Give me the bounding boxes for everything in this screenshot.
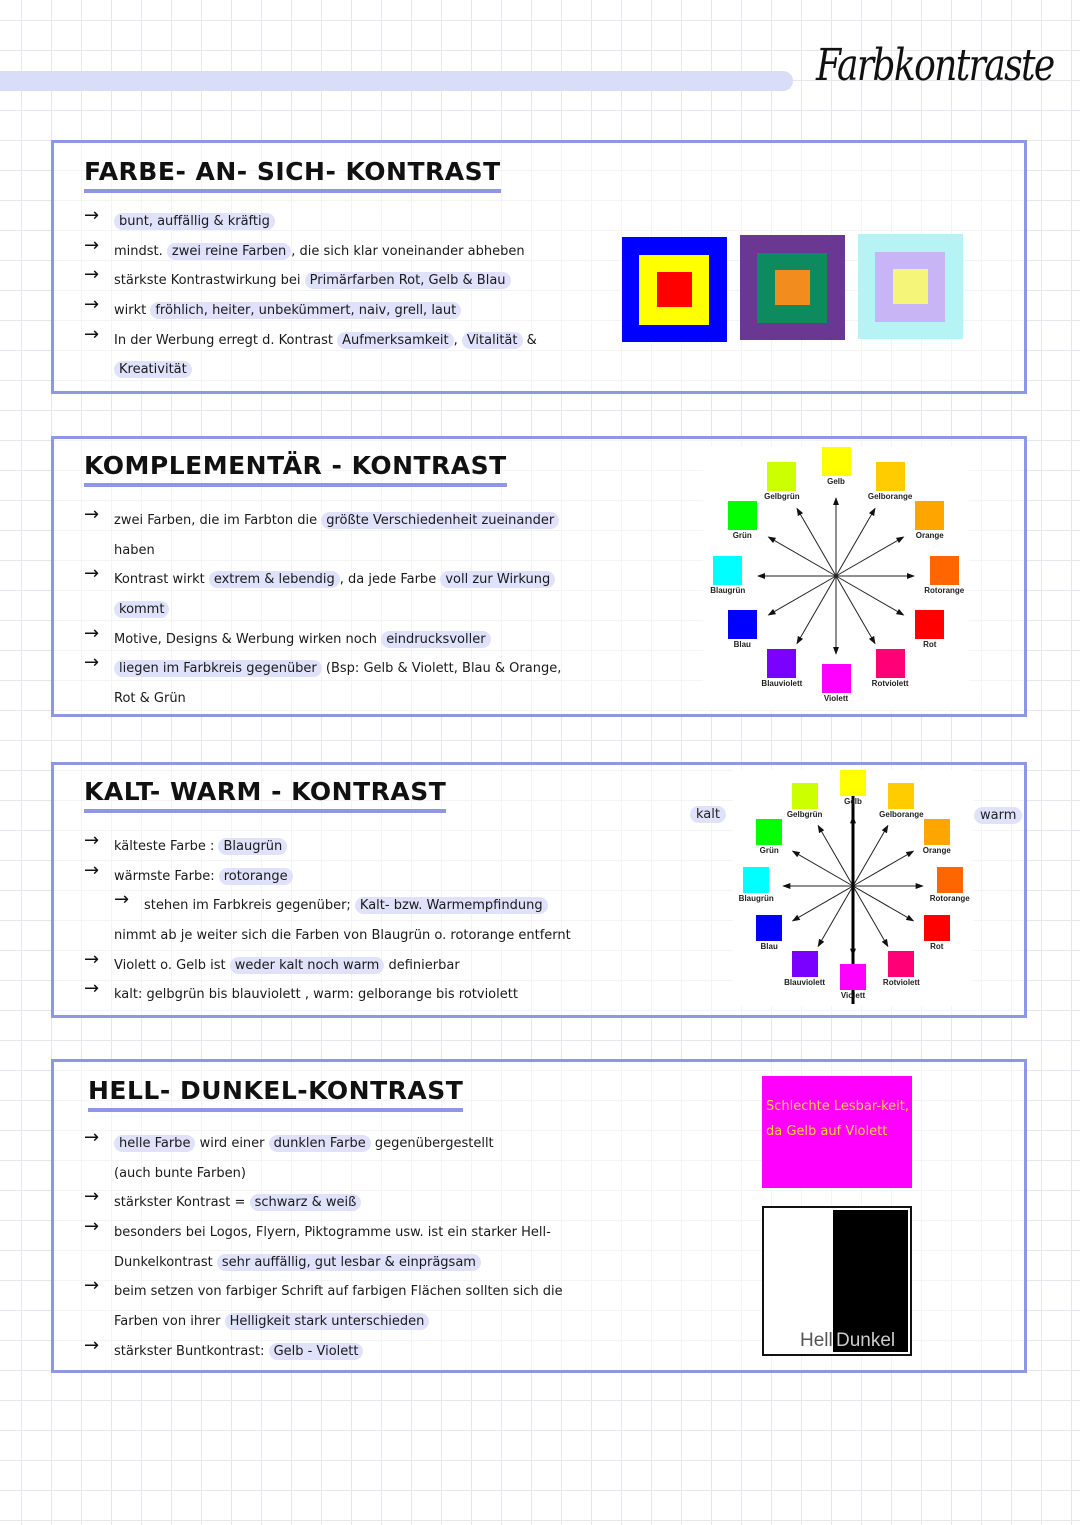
- arrow-right-icon: →: [84, 1334, 100, 1356]
- swatch-gelborange: [888, 783, 914, 809]
- bullet-continuation: [84, 595, 604, 625]
- swatch-label: Orange: [922, 845, 951, 855]
- color-wheel-cold-warm: [733, 770, 973, 1006]
- text-span: gegenübergestellt: [370, 1136, 494, 1151]
- arrow-right-icon: →: [84, 1186, 100, 1208]
- swatch-label: Grün: [732, 531, 752, 541]
- title-bar-decoration: [0, 71, 793, 91]
- highlight: dunklen Farbe: [269, 1135, 371, 1152]
- highlight: größte Verschiedenheit zueinander: [321, 512, 559, 529]
- text-span: stärkster Kontrast =: [114, 1195, 250, 1211]
- bullet-text: [84, 987, 518, 1002]
- swatch-gelbgrün: [767, 462, 796, 491]
- section-title: KALT- WARM - KONTRAST: [84, 777, 446, 813]
- swatch-label: Rotorange: [924, 585, 965, 595]
- bullet-text: [84, 1195, 361, 1210]
- bullet-item: [84, 296, 604, 326]
- bullet-text: [84, 1136, 494, 1151]
- bullet-item: [84, 891, 604, 921]
- text-span: (Bsp: Gelb & Violett, Blau & Orange,: [321, 661, 562, 677]
- bullet-text: [114, 691, 186, 706]
- swatch-rot: [915, 610, 944, 639]
- arrow-right-icon: →: [84, 205, 100, 226]
- swatch-grün: [756, 819, 782, 845]
- arrow-right-icon: →: [84, 1275, 100, 1297]
- arrow-right-icon: →: [84, 264, 100, 286]
- swatch-label: Blaugrün: [738, 894, 774, 903]
- highlight: schwarz & weiß: [250, 1194, 362, 1211]
- swatch-violett: [822, 664, 851, 693]
- hell-dunkel-example: [762, 1206, 912, 1356]
- text-span: ,: [453, 332, 462, 348]
- highlight: Helligkeit stark unterschieden: [225, 1313, 430, 1330]
- bullet-item: [84, 266, 604, 296]
- swatch-orange: [924, 819, 950, 845]
- hell-label: Hell: [800, 1330, 833, 1351]
- bullet-text: [84, 214, 275, 229]
- swatch-label: Violett: [823, 693, 849, 703]
- section-title: FARBE- AN- SICH- KONTRAST: [84, 157, 501, 193]
- swatch-label: Blau: [733, 639, 751, 649]
- swatch-label: Gelborange: [867, 491, 913, 501]
- highlight: Vitalität: [462, 332, 523, 349]
- bullet-text: [84, 958, 460, 973]
- highlight: eindrucksvoller: [381, 631, 490, 648]
- text-span: besonders bei Logos, Flyern, Piktogramme usw. ist ein starker Hell-: [114, 1225, 551, 1241]
- swatch-label: Rotviolett: [882, 977, 920, 987]
- bullet-text: [84, 632, 491, 647]
- swatch-rot: [924, 915, 950, 941]
- highlight: liegen im Farbkreis gegenüber: [114, 660, 322, 677]
- arrow-right-icon: →: [84, 622, 100, 644]
- bullet-continuation: [84, 1248, 604, 1278]
- arrow-right-icon: →: [84, 652, 100, 674]
- bullet-text: [84, 869, 293, 884]
- arrow-right-icon: →: [84, 1216, 100, 1238]
- highlight: zwei reine Farben: [167, 243, 291, 260]
- bullet-text: [84, 303, 461, 318]
- bullet-item: [84, 323, 604, 356]
- arrow-right-icon: →: [84, 234, 100, 256]
- text-span: Rot & Grün: [114, 691, 186, 707]
- inner-square: [893, 269, 928, 304]
- cold-tag: kalt: [690, 806, 726, 823]
- text-span: Motive, Designs & Werbung wirken noch: [114, 631, 382, 647]
- section-title: KOMPLEMENTÄR - KONTRAST: [84, 451, 507, 487]
- bullet-item: [84, 1334, 604, 1367]
- bullet-item: [84, 859, 604, 892]
- section-title: HELL- DUNKEL-KONTRAST: [88, 1076, 463, 1112]
- bullet-text: [84, 839, 287, 854]
- bullet-text: [114, 601, 169, 618]
- swatch-orange: [915, 501, 944, 530]
- highlight: Aufmerksamkeit: [337, 332, 453, 349]
- bullet-text: [114, 1254, 481, 1271]
- text-span: &: [522, 332, 537, 348]
- swatch-blau: [728, 610, 757, 639]
- highlight: Blaugrün: [218, 838, 287, 855]
- text-span: wird einer: [195, 1136, 269, 1151]
- swatch-label: Rot: [923, 639, 937, 649]
- text-span: definierbar: [384, 957, 460, 973]
- page-title: Farbkontraste: [816, 40, 1054, 91]
- arrow-right-icon: →: [84, 978, 100, 1000]
- text-span: Violett o. Gelb ist: [114, 957, 230, 973]
- swatch-label: Blauviolett: [761, 679, 803, 689]
- bullet-item: [84, 654, 604, 684]
- bullet-list: [84, 207, 604, 385]
- bullet-item: [84, 948, 604, 981]
- highlight: Primärfarben Rot, Gelb & Blau: [305, 272, 511, 289]
- text-span: haben: [114, 542, 155, 558]
- swatch-gelb: [840, 770, 866, 796]
- swatch-label: Blau: [760, 942, 778, 952]
- swatch-label: Violett: [840, 990, 866, 1000]
- color-wheel-complementary: [703, 446, 969, 710]
- inner-square: [775, 270, 810, 305]
- swatch-label: Grün: [759, 845, 779, 855]
- swatch-label: Blaugrün: [710, 585, 746, 595]
- arrow-right-icon: →: [84, 323, 100, 345]
- arrow-right-icon: →: [84, 1127, 100, 1148]
- swatch-gelbgrün: [792, 783, 818, 809]
- swatch-label: Rotviolett: [871, 679, 909, 689]
- swatch-blaugrün: [713, 556, 742, 585]
- arrow-right-icon: →: [84, 948, 100, 970]
- bullet-list: [84, 832, 604, 1010]
- swatch-label: Rot: [930, 942, 944, 952]
- bullet-item: [84, 622, 604, 655]
- swatch-label: Gelb: [844, 797, 862, 807]
- bullet-item: [84, 234, 604, 267]
- swatch-rotorange: [937, 867, 963, 893]
- bullet-item: [84, 980, 604, 1010]
- bullet-item: [84, 1129, 604, 1159]
- text-span: stärkster Buntkontrast:: [114, 1343, 269, 1359]
- text-span: beim setzen von farbiger Schrift auf farbigen Flächen sollten sich die: [114, 1284, 563, 1300]
- swatch-gelb: [822, 447, 851, 476]
- bullet-item: [84, 1188, 604, 1218]
- highlight: bunt, auffällig & kräftig: [114, 213, 275, 230]
- swatch-label: Rotorange: [929, 894, 970, 903]
- highlight: helle Farbe: [114, 1135, 195, 1152]
- bullet-text: [84, 572, 555, 587]
- highlight: weder kalt noch warm: [230, 957, 385, 974]
- highlight: Gelb - Violett: [269, 1343, 364, 1360]
- bullet-continuation: [84, 684, 604, 714]
- yellow-on-violet-example: [762, 1076, 912, 1188]
- example-text: Schlechte Lesbar-keit, da Gelb auf Violett: [766, 1099, 909, 1139]
- swatch-label: Orange: [915, 531, 944, 541]
- text-span: wirkt: [114, 303, 151, 319]
- highlight: sehr auffällig, gut lesbar & einprägsam: [217, 1254, 481, 1271]
- bullet-item: [84, 1218, 604, 1248]
- swatch-blauviolett: [767, 649, 796, 678]
- highlight: Kalt- bzw. Warmempfindung: [355, 897, 548, 914]
- swatch-rotorange: [930, 556, 959, 585]
- bullet-text: [114, 1313, 429, 1330]
- text-span: stärkste Kontrastwirkung bei: [114, 273, 305, 289]
- bullet-item: [84, 207, 604, 237]
- swatch-label: Blauviolett: [784, 977, 826, 987]
- text-span: nimmt ab je weiter sich die Farben von Blaugrün o. rotorange entfernt: [114, 928, 571, 944]
- bullet-text: [84, 273, 511, 288]
- bullet-continuation: [84, 1307, 604, 1337]
- swatch-rotviolett: [876, 649, 905, 678]
- text-span: stehen im Farbkreis gegenüber;: [144, 898, 355, 914]
- text-span: kalt: gelbgrün bis blauviolett , warm: gelborange bis rotviolett: [114, 987, 518, 1003]
- swatch-label: Gelborange: [879, 810, 924, 820]
- arrow-right-icon: →: [84, 504, 100, 525]
- arrow-right-icon: →: [84, 294, 100, 316]
- highlight: kommt: [114, 601, 169, 618]
- bullet-continuation: [84, 1159, 604, 1189]
- swatch-blau: [756, 915, 782, 941]
- bullet-item: [84, 832, 604, 862]
- text-span: Dunkelkontrast: [114, 1254, 217, 1270]
- arrow-right-icon: →: [84, 563, 100, 585]
- swatch-label: Gelbgrün: [764, 491, 800, 501]
- highlight: fröhlich, heiter, unbekümmert, naiv, grell, laut: [150, 302, 461, 319]
- text-span: kälteste Farbe :: [114, 839, 219, 854]
- bullet-continuation: [84, 355, 604, 385]
- warm-tag: warm: [974, 807, 1022, 824]
- text-span: mindst.: [114, 243, 167, 259]
- swatch-rotviolett: [888, 951, 914, 977]
- highlight: Kreativität: [114, 361, 192, 378]
- bullet-item: [84, 506, 604, 536]
- bullet-item: [84, 1277, 604, 1307]
- swatch-blaugrün: [743, 867, 769, 893]
- bullet-text: [84, 1344, 363, 1359]
- dunkel-label: Dunkel: [836, 1330, 896, 1351]
- highlight: voll zur Wirkung: [440, 571, 555, 588]
- bullet-text: [114, 1166, 246, 1181]
- text-span: Farben von ihrer: [114, 1314, 225, 1330]
- text-span: In der Werbung erregt d. Kontrast: [114, 332, 338, 348]
- text-span: wärmste Farbe:: [114, 868, 219, 884]
- text-span: , die sich klar voneinander abheben: [291, 243, 525, 259]
- text-span: (auch bunte Farben): [114, 1165, 246, 1181]
- bullet-text: [84, 333, 537, 348]
- bullet-text: [84, 661, 561, 676]
- bullet-text: [114, 898, 548, 913]
- highlight: extrem & lebendig: [209, 571, 340, 588]
- highlight: rotorange: [219, 868, 293, 885]
- bullet-text: [114, 928, 571, 943]
- bullet-continuation: [84, 921, 604, 951]
- bullet-text: [114, 361, 192, 378]
- swatch-gelborange: [876, 462, 905, 491]
- bullet-item: [84, 565, 604, 595]
- bullet-text: [84, 1284, 563, 1299]
- arrow-right-icon: →: [114, 889, 130, 911]
- bullet-list: [84, 1129, 604, 1367]
- swatch-label: Gelb: [827, 477, 845, 487]
- bullet-list: [84, 506, 604, 714]
- arrow-right-icon: →: [84, 859, 100, 881]
- bullet-text: [84, 1225, 551, 1240]
- text-span: zwei Farben, die im Farbton die: [114, 513, 322, 528]
- text-span: , da jede Farbe: [339, 572, 441, 588]
- swatch-violett: [840, 964, 866, 990]
- swatch-grün: [728, 501, 757, 530]
- bullet-continuation: [84, 536, 604, 566]
- text-span: Kontrast wirkt: [114, 572, 209, 588]
- bullet-text: [114, 543, 155, 558]
- inner-square: [657, 272, 692, 307]
- arrow-right-icon: →: [84, 830, 100, 851]
- swatch-blauviolett: [792, 951, 818, 977]
- bullet-text: [84, 244, 525, 259]
- bullet-text: [84, 513, 559, 528]
- swatch-label: Gelbgrün: [786, 810, 823, 820]
